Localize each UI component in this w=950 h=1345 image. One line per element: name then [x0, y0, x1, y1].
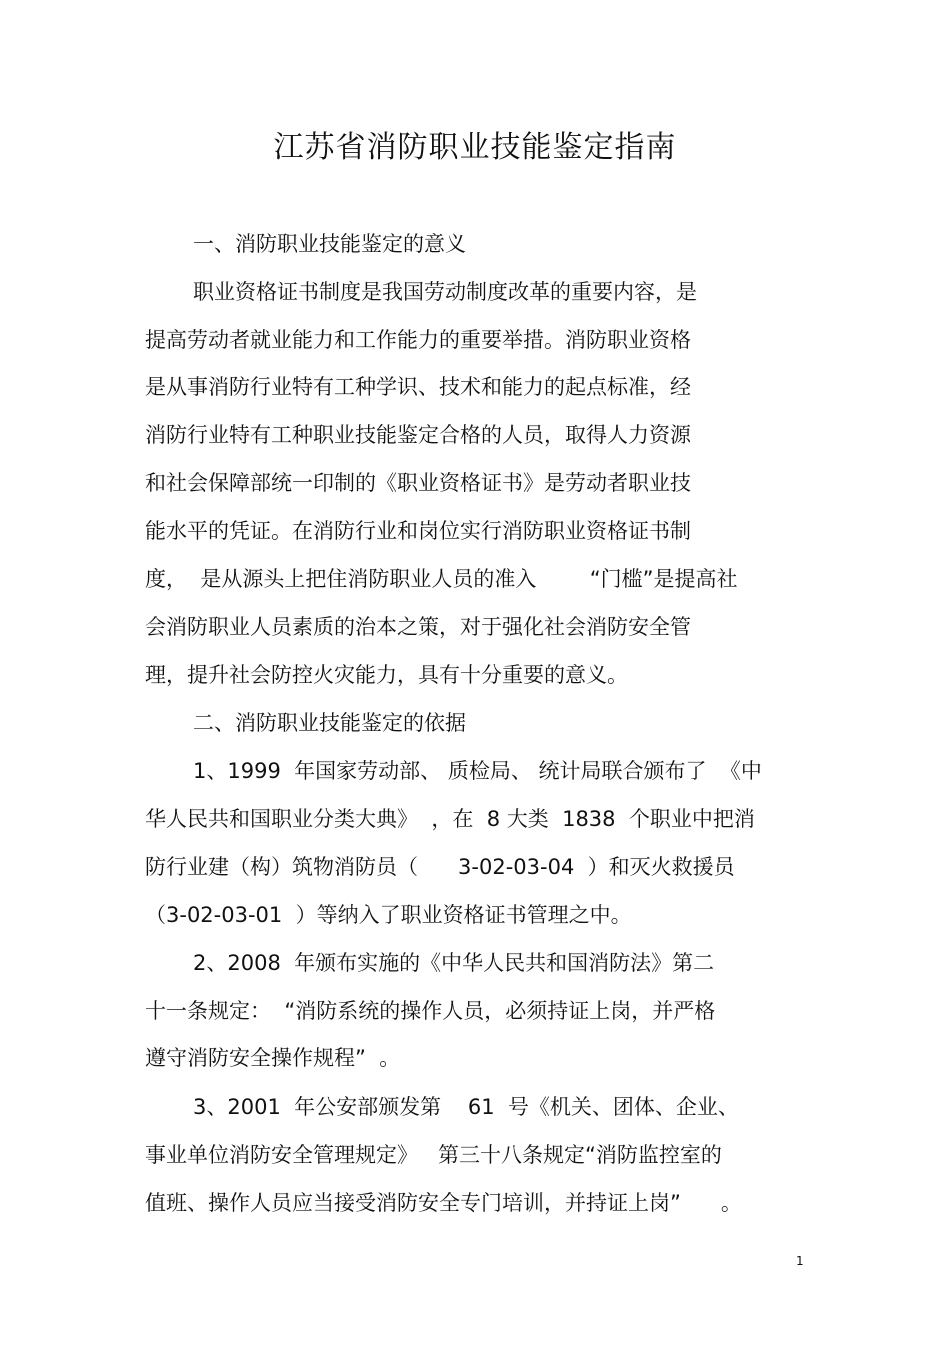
paragraph-line: 事业单位消防安全管理规定》 第三十八条规定“消防监控室的 — [145, 1143, 722, 1167]
paragraph-line: 和社会保障部统一印制的《职业资格证书》是劳动者职业技 — [145, 471, 691, 495]
paragraph-line: 值班、操作人员应当接受消防安全专门培训，并持证上岗” 。 — [145, 1191, 742, 1215]
page-number: 1 — [796, 1254, 804, 1268]
paragraph-line: 十一条规定： “消防系统的操作人员，必须持证上岗，并严格 — [145, 999, 716, 1023]
paragraph-line: 提高劳动者就业能力和工作能力的重要举措。消防职业资格 — [145, 328, 691, 352]
section-heading-2: 二、消防职业技能鉴定的依据 — [193, 711, 466, 735]
paragraph-line: 理，提升社会防控火灾能力，具有十分重要的意义。 — [145, 663, 628, 687]
paragraph-line: 1、1999 年国家劳动部、 质检局、 统计局联合颁布了 《中 — [193, 759, 762, 783]
paragraph-line: 职业资格证书制度是我国劳动制度改革的重要内容，是 — [193, 280, 697, 304]
paragraph-line: 度， 是从源头上把住消防职业人员的准入 “门槛”是提高社 — [145, 567, 738, 591]
paragraph-line: 能水平的凭证。在消防行业和岗位实行消防职业资格证书制 — [145, 519, 691, 543]
paragraph-line: 2、2008 年颁布实施的《中华人民共和国消防法》第二 — [193, 951, 715, 975]
paragraph-line: 防行业建（构）筑物消防员（ 3-02-03-04 ）和灭火救援员 — [145, 855, 735, 879]
paragraph-line: 会消防职业人员素质的治本之策，对于强化社会消防安全管 — [145, 615, 691, 639]
section-heading-1: 一、消防职业技能鉴定的意义 — [193, 232, 466, 256]
paragraph-line: 华人民共和国职业分类大典》 ，在 8 大类 1838 个职业中把消 — [145, 807, 755, 831]
paragraph-line: （3-02-03-01 ）等纳入了职业资格证书管理之中。 — [145, 903, 632, 927]
document-title: 江苏省消防职业技能鉴定指南 — [273, 130, 677, 165]
paragraph-line: 3、2001 年公安部颁发第 61 号《机关、团体、企业、 — [193, 1095, 739, 1119]
paragraph-line: 是从事消防行业特有工种学识、技术和能力的起点标准，经 — [145, 375, 691, 399]
paragraph-line: 遵守消防安全操作规程” 。 — [145, 1046, 401, 1070]
paragraph-line: 消防行业特有工种职业技能鉴定合格的人员，取得人力资源 — [145, 423, 691, 447]
